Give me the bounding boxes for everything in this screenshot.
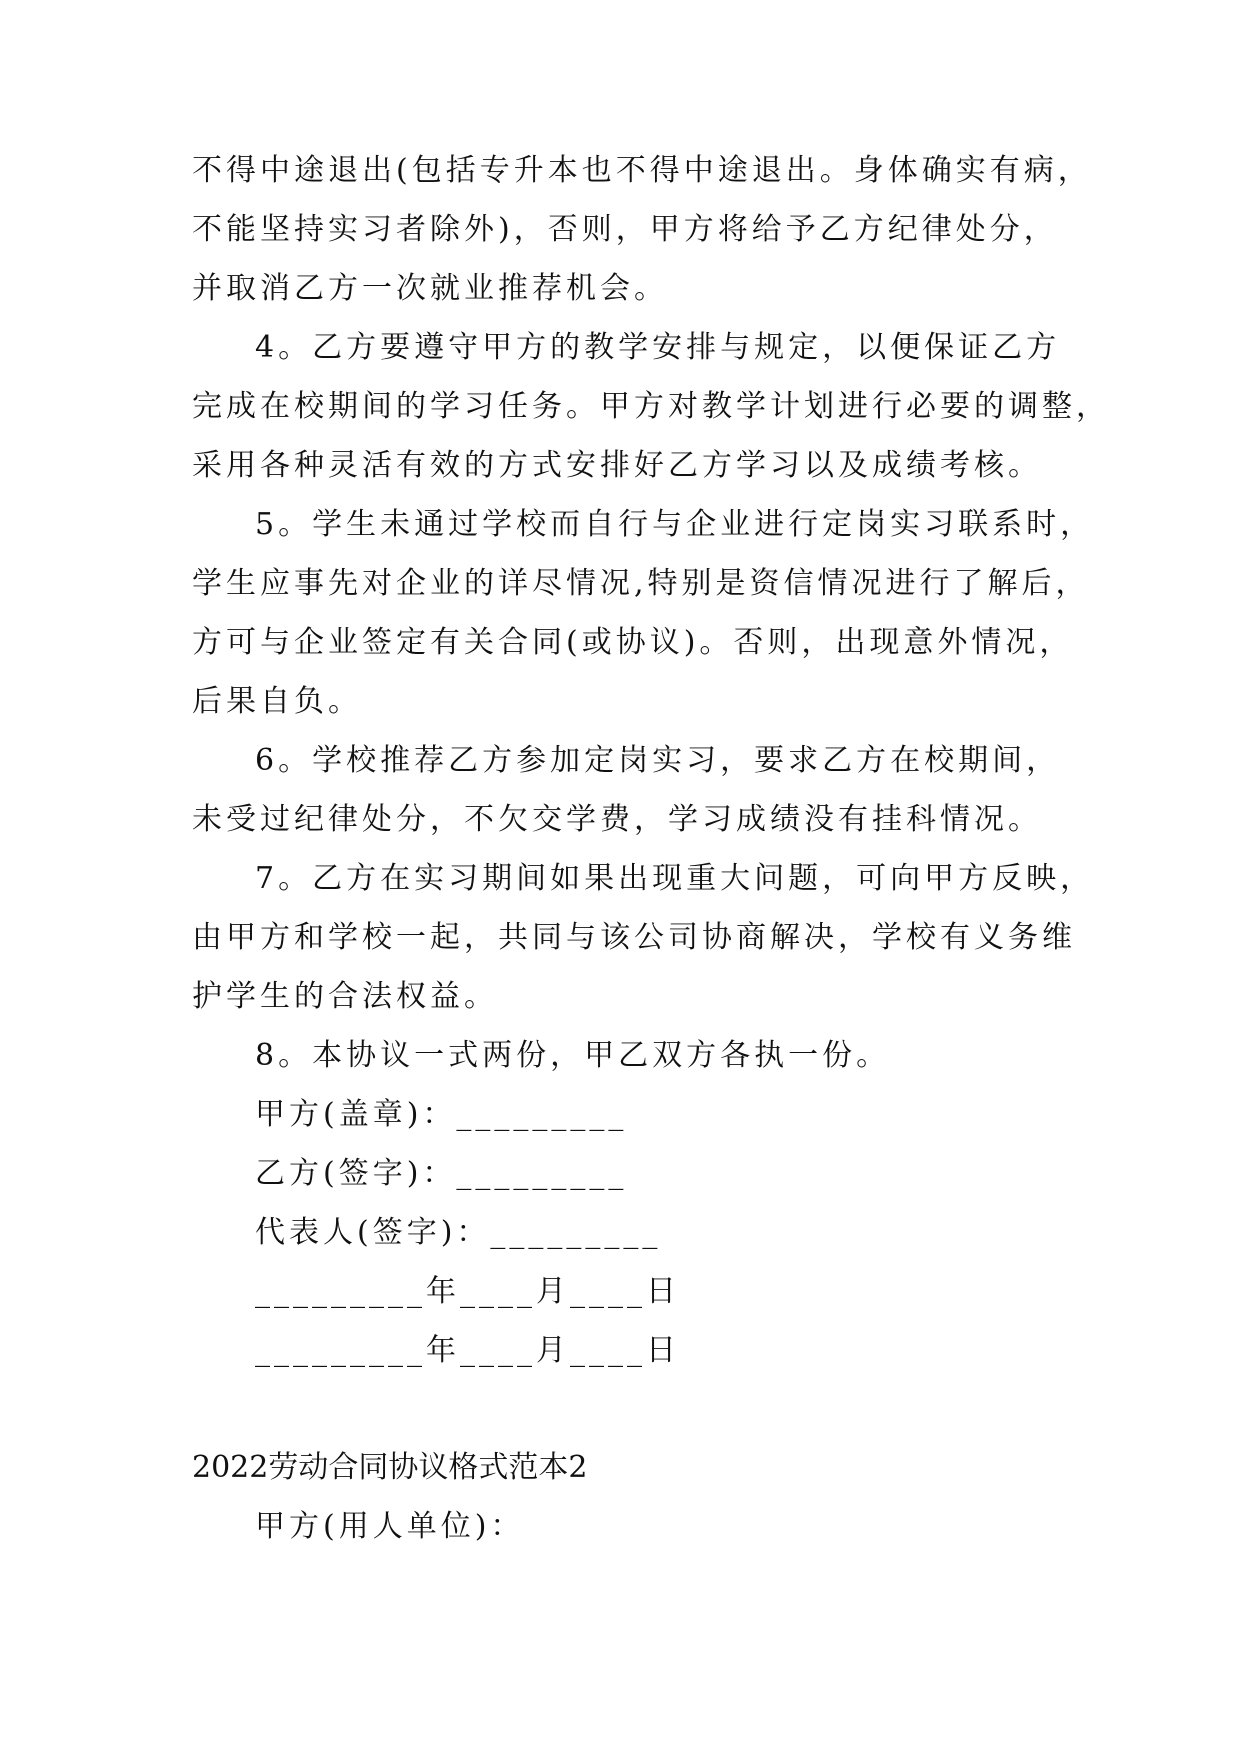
clause-5-line-2: 学生应事先对企业的详尽情况,特别是资信情况进行了解后， (192, 566, 1090, 601)
clause-6-line-2: 未受过纪律处分，不欠交学费，学习成绩没有挂科情况。 (192, 802, 1042, 837)
signature-party-b: 乙方(签字)：_________ (255, 1156, 628, 1191)
clause-6-line-1: 6。学校推荐乙方参加定岗实习，要求乙方在校期间， (255, 743, 1061, 778)
intro-line-2: 不能坚持实习者除外)，否则，甲方将给予乙方纪律处分， (192, 212, 1058, 247)
clause-5-line-4: 后果自负。 (192, 684, 362, 719)
clause-4-line-1: 4。乙方要遵守甲方的教学安排与规定，以便保证乙方 (255, 330, 1061, 365)
clause-4-line-2: 完成在校期间的学习任务。甲方对教学计划进行必要的调整， (192, 389, 1110, 424)
signature-date-1: _________年____月____日 (255, 1274, 680, 1309)
clause-5-line-1: 5。学生未通过学校而自行与企业进行定岗实习联系时， (255, 507, 1095, 542)
section-title: 2022劳动合同协议格式范本2 (192, 1450, 588, 1485)
signature-representative: 代表人(签字)：_________ (255, 1215, 662, 1250)
intro-line-1: 不得中途退出(包括专升本也不得中途退出。身体确实有病， (192, 153, 1092, 188)
section-first-line: 甲方(用人单位)： (255, 1509, 525, 1544)
clause-5-line-3: 方可与企业签定有关合同(或协议)。否则，出现意外情况， (192, 625, 1074, 660)
clause-8-line-1: 8。本协议一式两份，甲乙双方各执一份。 (255, 1038, 891, 1073)
clause-7-line-3: 护学生的合法权益。 (192, 979, 498, 1014)
signature-party-a: 甲方(盖章)：_________ (255, 1097, 628, 1132)
clause-4-line-3: 采用各种灵活有效的方式安排好乙方学习以及成绩考核。 (192, 448, 1042, 483)
signature-date-2: _________年____月____日 (255, 1333, 680, 1368)
clause-7-line-2: 由甲方和学校一起，共同与该公司协商解决，学校有义务维 (192, 920, 1076, 955)
intro-line-3: 并取消乙方一次就业推荐机会。 (192, 271, 668, 306)
clause-7-line-1: 7。乙方在实习期间如果出现重大问题，可向甲方反映， (255, 861, 1095, 896)
